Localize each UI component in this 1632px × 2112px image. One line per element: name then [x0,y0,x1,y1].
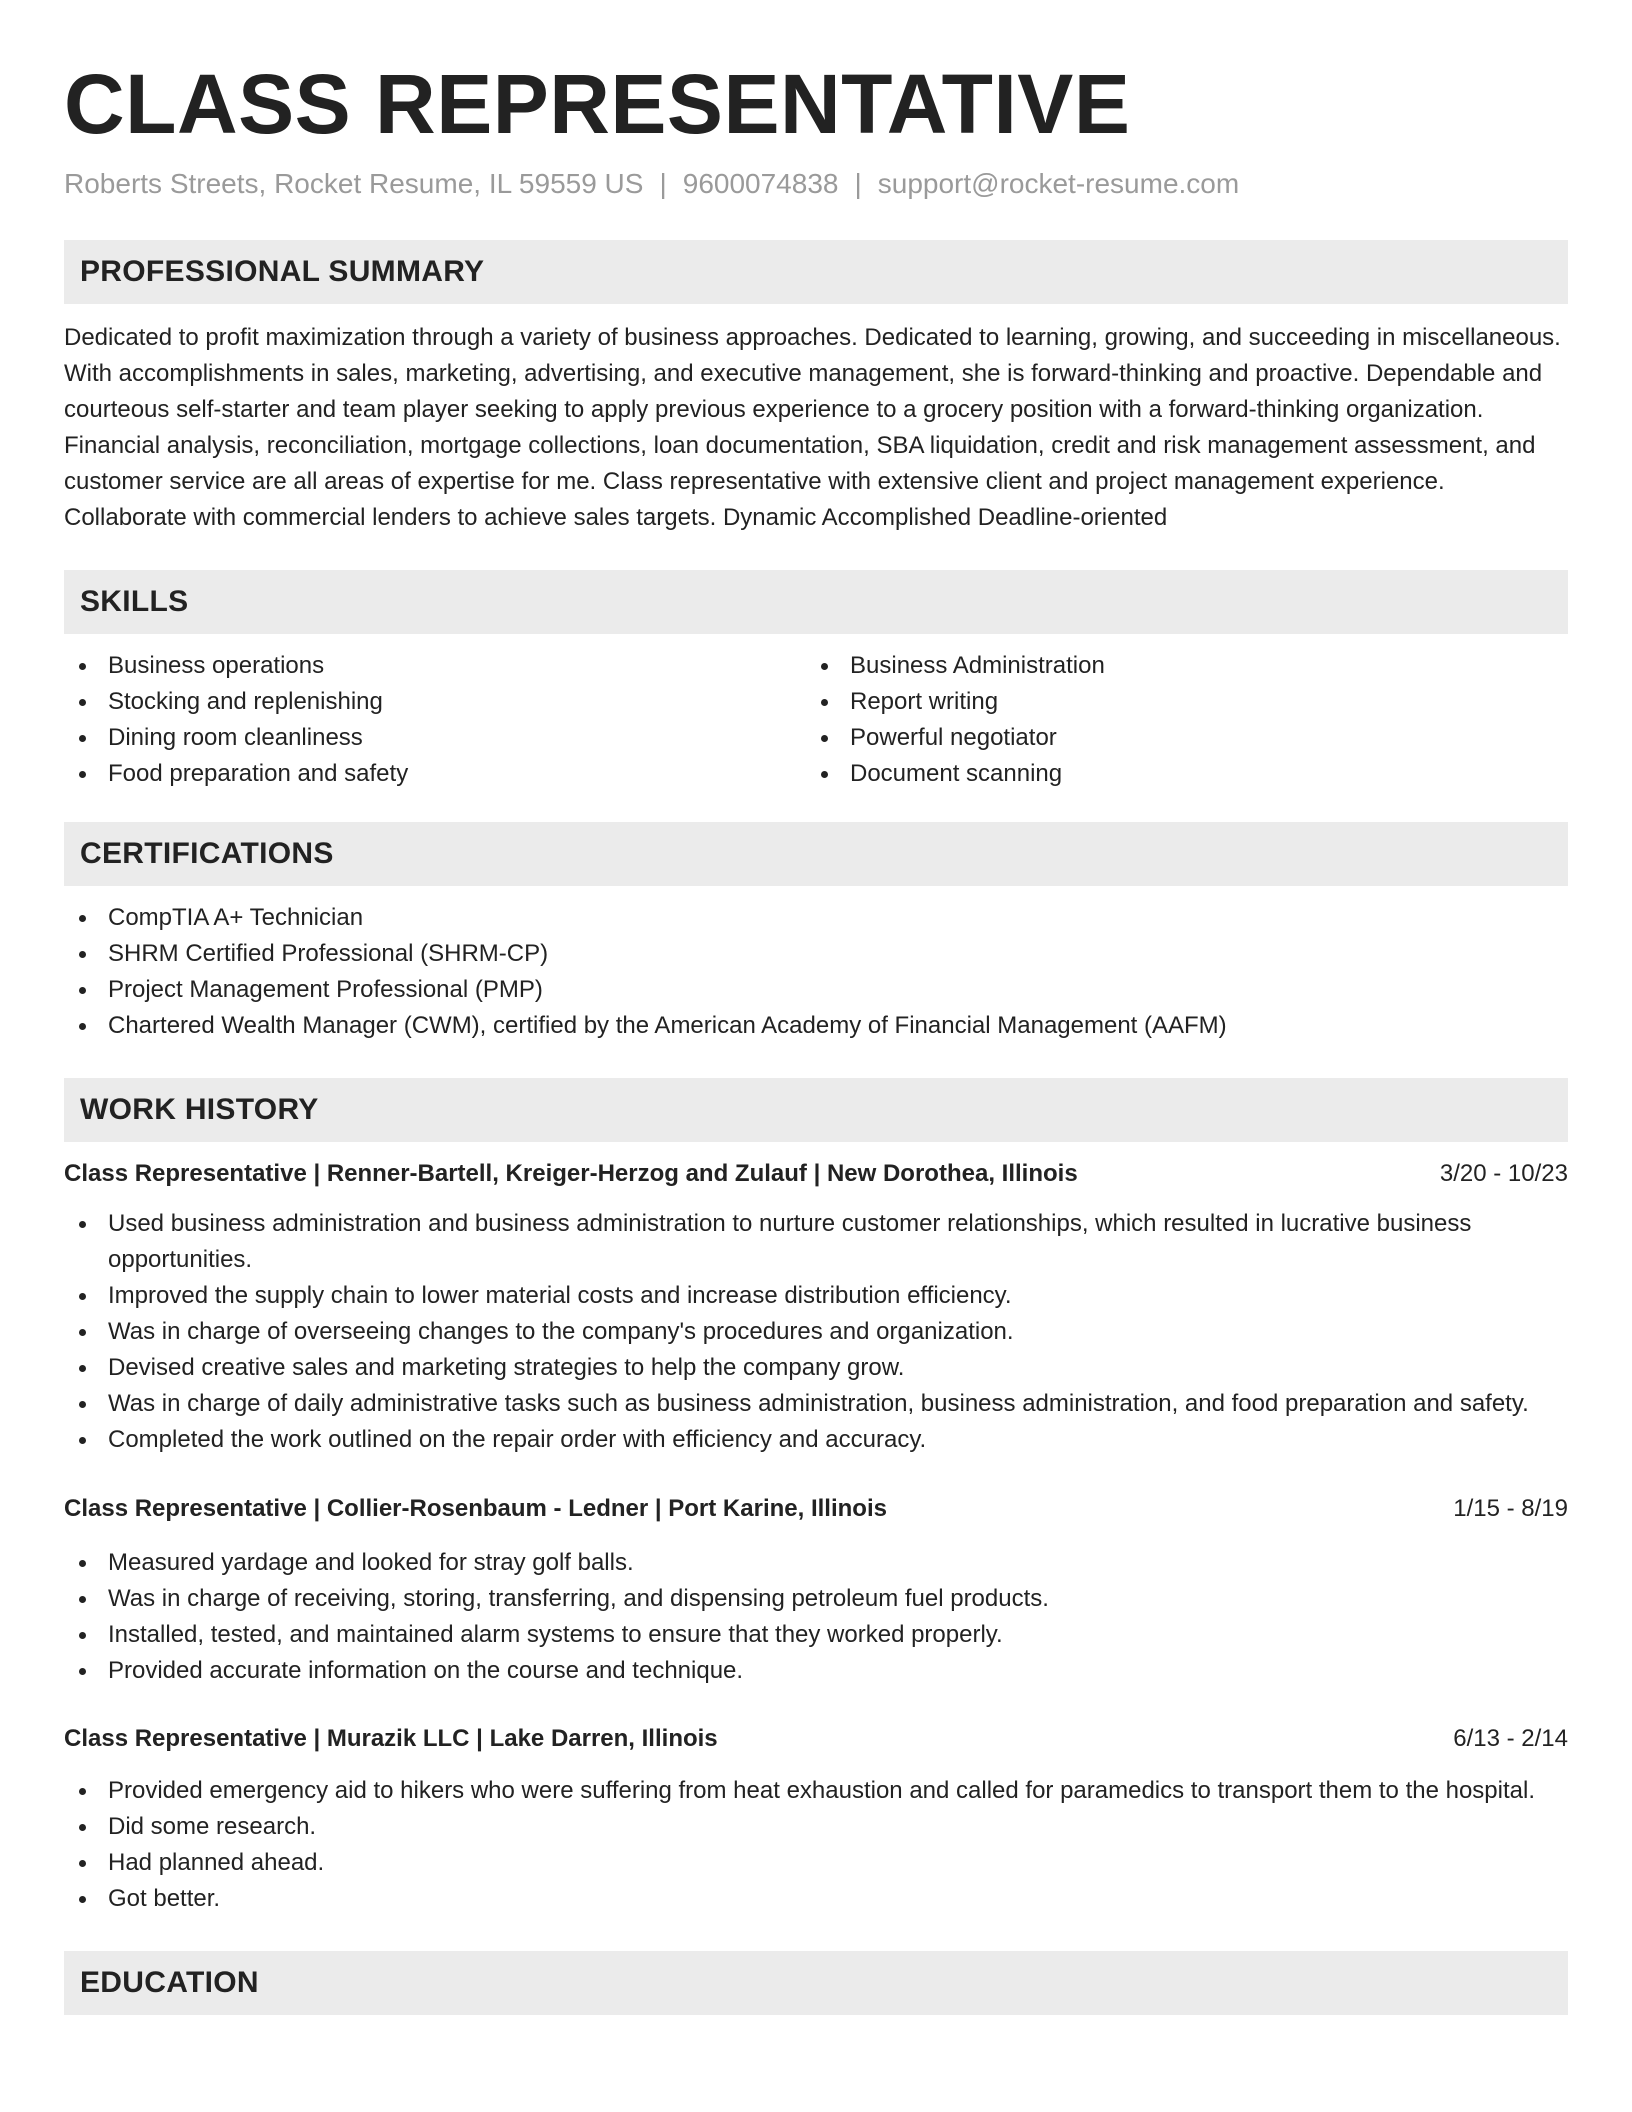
section-header-work-history: WORK HISTORY [64,1078,1568,1142]
skill-item: Business operations [64,648,806,684]
skills-grid [64,648,1568,792]
job-bullet: Used business administration and business administration to nurture customer relationships, which resulted in lucrative business opportunities. [64,1206,1568,1278]
certification-item: CompTIA A+ Technician [64,900,1568,936]
contact-address: Roberts Streets, Rocket Resume, IL 59559 US [64,168,644,199]
contact-separator: | [659,168,667,199]
job-entry [64,1156,1568,1458]
job-title: Class Representative | Murazik LLC | Lake Darren, Illinois [64,1725,718,1752]
job-bullet: Did some research. [64,1809,1568,1845]
job-bullet: Completed the work outlined on the repair order with efficiency and accuracy. [64,1422,1568,1458]
certification-item: SHRM Certified Professional (SHRM-CP) [64,936,1568,972]
job-entry [64,1721,1568,1917]
skill-item: Business Administration [806,648,1548,684]
job-bullet: Got better. [64,1881,1568,1917]
job-entry [64,1491,1568,1689]
skills-column-left [64,648,806,792]
job-bullets [64,1773,1568,1917]
section-header-skills: SKILLS [64,570,1568,634]
job-bullet: Had planned ahead. [64,1845,1568,1881]
section-header-education: EDUCATION [64,1951,1568,2015]
section-header-summary: PROFESSIONAL SUMMARY [64,240,1568,304]
skill-item: Food preparation and safety [64,756,806,792]
certification-item: Chartered Wealth Manager (CWM), certified by the American Academy of Financial Management (AAFM) [64,1008,1568,1044]
skill-item: Report writing [806,684,1548,720]
job-bullet: Was in charge of overseeing changes to the company's procedures and organization. [64,1314,1568,1350]
skill-item: Document scanning [806,756,1548,792]
contact-email: support@rocket-resume.com [877,168,1240,199]
contact-phone: 9600074838 [682,168,839,199]
job-bullets [64,1545,1568,1689]
job-bullet: Provided emergency aid to hikers who were suffering from heat exhaustion and called for paramedics to transport them to the hospital. [64,1773,1568,1809]
job-bullet: Provided accurate information on the course and technique. [64,1653,1568,1689]
skill-item: Stocking and replenishing [64,684,806,720]
job-header [64,1721,1568,1757]
job-header [64,1156,1568,1192]
job-bullet: Was in charge of receiving, storing, transferring, and dispensing petroleum fuel products. [64,1581,1568,1617]
skill-item: Powerful negotiator [806,720,1548,756]
certification-item: Project Management Professional (PMP) [64,972,1568,1008]
job-bullet: Improved the supply chain to lower material costs and increase distribution efficiency. [64,1278,1568,1314]
job-title: Class Representative | Collier-Rosenbaum - Ledner | Port Karine, Illinois [64,1495,887,1522]
page-title: CLASS REPRESENTATIVE [64,57,1131,151]
summary-text: Dedicated to profit maximization through a variety of business approaches. Dedicated to learning, growing, and succeeding in miscellaneous. With accomplishments in sales, marketing, advertising, and executive management, she is forward-thinking and proactive. Dependable and courteous self-starter and team player seeking to apply previous experience to a grocery position with a forward-thinking organization. Financial analysis, reconciliation, mortgage collections, loan documentation, SBA liquidation, credit and risk management assessment, and customer service are all areas of expertise for me. Class representative with extensive client and project management experience. Collaborate with commercial lenders to achieve sales targets. Dynamic Accomplished Deadline-oriented [64,324,1561,531]
job-dates: 3/20 - 10/23 [1439,1160,1568,1187]
job-bullet: Measured yardage and looked for stray golf balls. [64,1545,1568,1581]
certifications-list [64,900,1568,1044]
job-bullet: Devised creative sales and marketing strategies to help the company grow. [64,1350,1568,1386]
contact-line [64,166,1568,202]
section-header-certifications: CERTIFICATIONS [64,822,1568,886]
job-header [64,1491,1568,1527]
job-dates: 1/15 - 8/19 [1453,1495,1568,1522]
job-bullet: Installed, tested, and maintained alarm systems to ensure that they worked properly. [64,1617,1568,1653]
resume-page [64,0,1568,2015]
job-bullet: Was in charge of daily administrative tasks such as business administration, business administration, and food preparation and safety. [64,1386,1568,1422]
contact-separator: | [854,168,862,199]
job-dates: 6/13 - 2/14 [1453,1725,1568,1752]
job-bullets [64,1206,1568,1458]
skills-column-right [806,648,1548,792]
skill-item: Dining room cleanliness [64,720,806,756]
job-title: Class Representative | Renner-Bartell, Kreiger-Herzog and Zulauf | New Dorothea, Illinois [64,1160,1078,1187]
